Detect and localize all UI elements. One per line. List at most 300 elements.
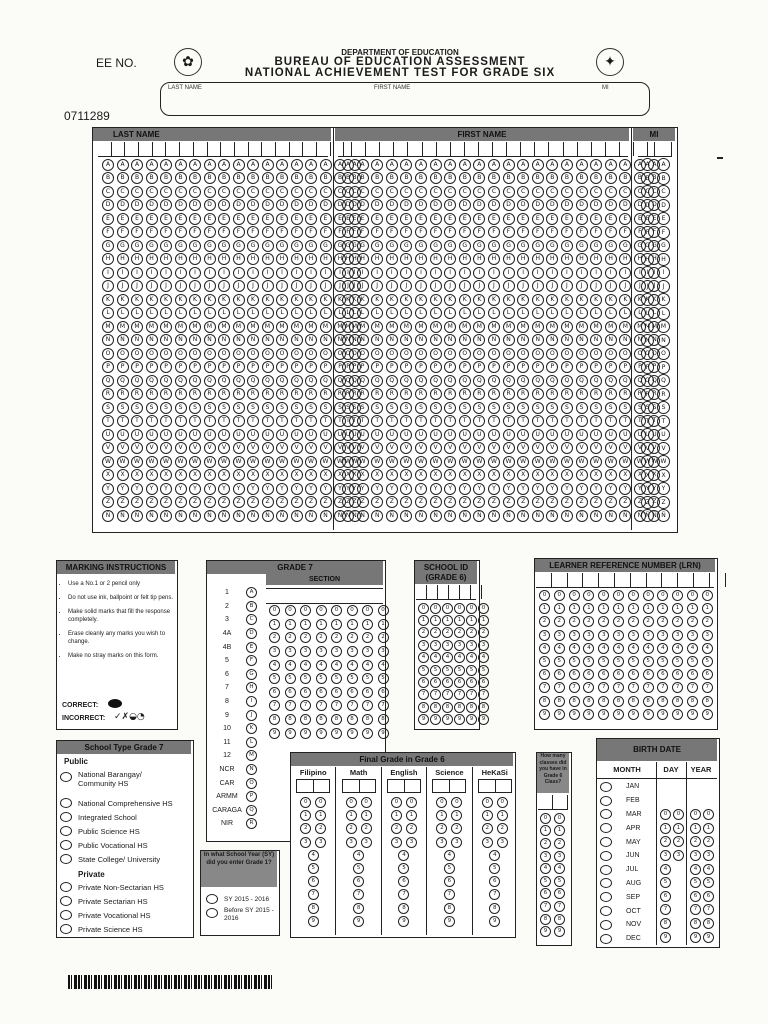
answer-bubble[interactable]: U (641, 428, 654, 441)
answer-bubble[interactable]: Y (189, 483, 201, 495)
grade7-row[interactable] (208, 681, 266, 695)
answer-bubble[interactable]: M (657, 320, 670, 333)
answer-bubble[interactable]: M (517, 321, 529, 333)
answer-bubble[interactable]: I (320, 267, 332, 279)
answer-bubble[interactable]: W (488, 456, 500, 468)
answer-bubble[interactable]: N (305, 334, 317, 346)
answer-bubble[interactable]: H (305, 253, 317, 265)
answer-bubble[interactable]: N (357, 334, 369, 346)
answer-bubble[interactable]: I (276, 267, 288, 279)
digit-bubble[interactable]: 8 (308, 903, 319, 914)
answer-bubble[interactable]: E (415, 213, 427, 225)
answer-bubble[interactable]: X (320, 469, 332, 481)
answer-bubble[interactable]: U (247, 429, 259, 441)
month-bubble[interactable] (600, 782, 612, 792)
digit-bubble[interactable]: 2 (643, 616, 654, 627)
digit-bubble[interactable]: 7 (362, 700, 373, 711)
answer-bubble[interactable]: M (131, 321, 143, 333)
answer-bubble[interactable]: L (657, 307, 670, 320)
answer-bubble[interactable]: Y (561, 483, 573, 495)
answer-bubble[interactable]: A (517, 159, 529, 171)
answer-bubble[interactable]: U (648, 429, 660, 441)
answer-bubble[interactable]: F (459, 226, 471, 238)
answer-bubble[interactable]: L (334, 307, 346, 319)
answer-bubble[interactable]: Ñ (634, 510, 646, 522)
answer-bubble[interactable]: K (262, 294, 274, 306)
digit-bubble[interactable]: 3 (687, 630, 698, 641)
answer-bubble[interactable]: P (233, 361, 245, 373)
digit-bubble[interactable]: 3 (430, 640, 441, 651)
answer-bubble[interactable]: W (473, 456, 485, 468)
digit-bubble[interactable]: 9 (554, 709, 565, 720)
answer-bubble[interactable]: B (605, 172, 617, 184)
digit-bubble[interactable]: 4 (687, 643, 698, 654)
answer-bubble[interactable]: K (291, 294, 303, 306)
answer-bubble[interactable]: X (342, 469, 354, 481)
answer-bubble[interactable]: E (291, 213, 303, 225)
answer-bubble[interactable]: P (488, 361, 500, 373)
digit-bubble[interactable]: 4 (554, 643, 565, 654)
digit-bubble[interactable]: 8 (539, 696, 550, 707)
write-box[interactable] (583, 573, 599, 587)
digit-bubble[interactable]: 7 (430, 689, 441, 700)
answer-bubble[interactable]: W (605, 456, 617, 468)
digit-bubble[interactable]: 5 (444, 863, 455, 874)
answer-bubble[interactable]: H (517, 253, 529, 265)
answer-bubble[interactable]: O (262, 348, 274, 360)
answer-bubble[interactable]: L (305, 307, 317, 319)
answer-bubble[interactable]: W (657, 455, 670, 468)
answer-bubble[interactable]: H (291, 253, 303, 265)
answer-bubble[interactable]: T (590, 415, 602, 427)
answer-bubble[interactable]: J (532, 280, 544, 292)
month-bubble[interactable] (600, 837, 612, 847)
answer-bubble[interactable]: P (657, 361, 670, 374)
answer-bubble[interactable]: I (532, 267, 544, 279)
digit-bubble[interactable]: 6 (672, 669, 683, 680)
answer-bubble[interactable]: I (546, 267, 558, 279)
answer-bubble[interactable]: Y (218, 483, 230, 495)
answer-bubble[interactable]: U (473, 429, 485, 441)
write-box[interactable] (139, 142, 153, 156)
answer-bubble[interactable]: R (648, 388, 660, 400)
digit-bubble[interactable]: 0 (673, 809, 684, 820)
digit-bubble[interactable]: 3 (466, 640, 477, 651)
digit-bubble[interactable]: 8 (598, 696, 609, 707)
answer-bubble[interactable]: J (175, 280, 187, 292)
digit-bubble[interactable]: 4 (554, 863, 565, 874)
grade7-region-bubble[interactable]: R (246, 818, 257, 829)
answer-bubble[interactable]: A (342, 159, 354, 171)
digit-bubble[interactable]: 7 (690, 904, 701, 915)
digit-bubble[interactable]: 3 (702, 630, 713, 641)
answer-bubble[interactable]: Z (546, 496, 558, 508)
answer-bubble[interactable]: F (160, 226, 172, 238)
answer-bubble[interactable]: N (102, 334, 114, 346)
answer-bubble[interactable]: X (305, 469, 317, 481)
grade7-region-bubble[interactable]: F (246, 655, 257, 666)
answer-bubble[interactable]: S (415, 402, 427, 414)
write-box[interactable] (638, 142, 655, 156)
answer-bubble[interactable]: Z (488, 496, 500, 508)
answer-bubble[interactable]: V (291, 442, 303, 454)
answer-bubble[interactable]: G (247, 240, 259, 252)
answer-bubble[interactable]: Ñ (648, 510, 660, 522)
answer-bubble[interactable]: C (276, 186, 288, 198)
answer-bubble[interactable]: Z (357, 496, 369, 508)
digit-bubble[interactable]: 2 (316, 632, 327, 643)
answer-bubble[interactable]: E (160, 213, 172, 225)
answer-bubble[interactable]: W (218, 456, 230, 468)
answer-bubble[interactable]: R (131, 388, 143, 400)
answer-bubble[interactable]: D (590, 199, 602, 211)
answer-bubble[interactable]: I (648, 267, 660, 279)
digit-bubble[interactable]: 9 (430, 714, 441, 725)
answer-bubble[interactable]: I (371, 267, 383, 279)
answer-bubble[interactable]: H (146, 253, 158, 265)
write-box[interactable] (710, 573, 726, 587)
answer-bubble[interactable]: F (175, 226, 187, 238)
answer-bubble[interactable]: H (444, 253, 456, 265)
answer-bubble[interactable]: U (189, 429, 201, 441)
write-box[interactable] (662, 573, 678, 587)
write-box[interactable] (678, 573, 694, 587)
answer-bubble[interactable]: A (473, 159, 485, 171)
answer-bubble[interactable]: I (102, 267, 114, 279)
digit-bubble[interactable]: 0 (451, 797, 462, 808)
answer-bubble[interactable]: N (473, 334, 485, 346)
digit-bubble[interactable]: 5 (430, 665, 441, 676)
write-box[interactable] (262, 142, 276, 156)
answer-bubble[interactable]: G (160, 240, 172, 252)
answer-bubble[interactable]: Y (503, 483, 515, 495)
answer-bubble[interactable]: M (532, 321, 544, 333)
answer-bubble[interactable]: I (262, 267, 274, 279)
answer-bubble[interactable]: R (605, 388, 617, 400)
answer-bubble[interactable]: Ñ (532, 510, 544, 522)
answer-bubble[interactable]: Z (415, 496, 427, 508)
digit-bubble[interactable]: 1 (451, 810, 462, 821)
answer-bubble[interactable]: F (189, 226, 201, 238)
digit-bubble[interactable]: 1 (331, 619, 342, 630)
digit-bubble[interactable]: 8 (690, 918, 701, 929)
answer-bubble[interactable]: N (276, 334, 288, 346)
answer-bubble[interactable]: U (561, 429, 573, 441)
digit-bubble[interactable]: 5 (362, 673, 373, 684)
answer-bubble[interactable]: T (561, 415, 573, 427)
digit-bubble[interactable]: 2 (702, 616, 713, 627)
digit-bubble[interactable]: 7 (269, 700, 280, 711)
answer-bubble[interactable]: U (415, 429, 427, 441)
answer-bubble[interactable]: I (175, 267, 187, 279)
answer-bubble[interactable]: E (262, 213, 274, 225)
answer-bubble[interactable]: J (357, 280, 369, 292)
write-box[interactable] (606, 142, 620, 156)
first-name-write-boxes[interactable] (338, 142, 628, 157)
answer-bubble[interactable]: Ñ (334, 510, 346, 522)
digit-bubble[interactable]: 0 (315, 797, 326, 808)
answer-bubble[interactable]: Z (233, 496, 245, 508)
answer-bubble[interactable]: F (276, 226, 288, 238)
answer-bubble[interactable]: A (102, 159, 114, 171)
answer-bubble[interactable]: R (233, 388, 245, 400)
answer-bubble[interactable]: W (117, 456, 129, 468)
answer-bubble[interactable]: K (400, 294, 412, 306)
answer-bubble[interactable]: M (334, 321, 346, 333)
answer-bubble[interactable]: U (342, 429, 354, 441)
answer-bubble[interactable]: P (561, 361, 573, 373)
answer-bubble[interactable]: M (386, 321, 398, 333)
answer-bubble[interactable]: M (415, 321, 427, 333)
answer-bubble[interactable]: U (444, 429, 456, 441)
answer-bubble[interactable]: G (532, 240, 544, 252)
digit-bubble[interactable]: 5 (554, 876, 565, 887)
answer-bubble[interactable]: B (305, 172, 317, 184)
answer-bubble[interactable]: R (175, 388, 187, 400)
digit-bubble[interactable]: 8 (554, 696, 565, 707)
answer-bubble[interactable]: Z (117, 496, 129, 508)
answer-bubble[interactable]: P (590, 361, 602, 373)
answer-bubble[interactable]: V (386, 442, 398, 454)
answer-bubble[interactable]: O (444, 348, 456, 360)
grade7-row[interactable] (208, 804, 266, 818)
digit-bubble[interactable]: 2 (672, 616, 683, 627)
answer-bubble[interactable]: D (503, 199, 515, 211)
answer-bubble[interactable]: T (247, 415, 259, 427)
answer-bubble[interactable]: E (503, 213, 515, 225)
digit-bubble[interactable]: 4 (489, 850, 500, 861)
digit-bubble[interactable]: 6 (454, 677, 465, 688)
grade7-region-bubble[interactable]: K (246, 723, 257, 734)
write-box[interactable] (631, 573, 647, 587)
answer-bubble[interactable]: Z (532, 496, 544, 508)
answer-bubble[interactable]: C (102, 186, 114, 198)
answer-bubble[interactable]: H (561, 253, 573, 265)
digit-bubble[interactable]: 4 (442, 652, 453, 663)
digit-bubble[interactable]: 1 (406, 810, 417, 821)
answer-bubble[interactable]: H (641, 253, 654, 266)
answer-bubble[interactable]: J (117, 280, 129, 292)
answer-bubble[interactable]: O (233, 348, 245, 360)
answer-bubble[interactable]: T (488, 415, 500, 427)
answer-bubble[interactable]: B (102, 172, 114, 184)
answer-bubble[interactable]: D (415, 199, 427, 211)
answer-bubble[interactable]: K (444, 294, 456, 306)
digit-bubble[interactable]: 2 (482, 823, 493, 834)
digit-bubble[interactable]: 9 (554, 926, 565, 937)
answer-bubble[interactable]: U (276, 429, 288, 441)
digit-bubble[interactable]: 4 (613, 643, 624, 654)
digit-bubble[interactable]: 7 (316, 700, 327, 711)
answer-bubble[interactable]: S (430, 402, 442, 414)
digit-bubble[interactable]: 8 (362, 714, 373, 725)
digit-bubble[interactable]: 1 (482, 810, 493, 821)
answer-bubble[interactable]: G (415, 240, 427, 252)
answer-bubble[interactable]: Y (131, 483, 143, 495)
digit-bubble[interactable]: 6 (362, 687, 373, 698)
digit-bubble[interactable]: 1 (673, 823, 684, 834)
answer-bubble[interactable]: Q (160, 375, 172, 387)
answer-bubble[interactable]: U (305, 429, 317, 441)
answer-bubble[interactable]: L (357, 307, 369, 319)
digit-bubble[interactable]: 1 (687, 603, 698, 614)
answer-bubble[interactable]: X (189, 469, 201, 481)
answer-bubble[interactable]: O (561, 348, 573, 360)
answer-bubble[interactable]: C (590, 186, 602, 198)
answer-bubble[interactable]: M (459, 321, 471, 333)
answer-bubble[interactable]: O (386, 348, 398, 360)
answer-bubble[interactable]: P (371, 361, 383, 373)
answer-bubble[interactable]: P (342, 361, 354, 373)
digit-bubble[interactable]: 6 (554, 669, 565, 680)
answer-bubble[interactable]: Ñ (291, 510, 303, 522)
answer-bubble[interactable]: B (576, 172, 588, 184)
school-type-option[interactable]: National Barangay/ Community HS (60, 770, 173, 790)
answer-bubble[interactable]: Ñ (517, 510, 529, 522)
digit-bubble[interactable]: 3 (554, 630, 565, 641)
answer-bubble[interactable]: D (357, 199, 369, 211)
answer-bubble[interactable]: R (334, 388, 346, 400)
answer-bubble[interactable]: N (430, 334, 442, 346)
answer-bubble[interactable]: F (371, 226, 383, 238)
answer-bubble[interactable]: Ñ (146, 510, 158, 522)
digit-bubble[interactable]: 1 (657, 603, 668, 614)
digit-bubble[interactable]: 6 (702, 669, 713, 680)
answer-bubble[interactable]: E (590, 213, 602, 225)
answer-bubble[interactable]: Y (459, 483, 471, 495)
digit-bubble[interactable]: 1 (442, 615, 453, 626)
digit-bubble[interactable]: 8 (643, 696, 654, 707)
digit-bubble[interactable]: 4 (430, 652, 441, 663)
answer-bubble[interactable]: E (342, 213, 354, 225)
digit-bubble[interactable]: 7 (583, 682, 594, 693)
answer-bubble[interactable]: Q (386, 375, 398, 387)
answer-bubble[interactable]: R (342, 388, 354, 400)
answer-bubble[interactable]: J (386, 280, 398, 292)
answer-bubble[interactable]: P (415, 361, 427, 373)
answer-bubble[interactable]: G (349, 240, 361, 252)
answer-bubble[interactable]: F (657, 226, 670, 239)
digit-bubble[interactable]: 8 (702, 696, 713, 707)
answer-bubble[interactable]: L (371, 307, 383, 319)
answer-bubble[interactable]: Q (576, 375, 588, 387)
digit-bubble[interactable]: 0 (598, 590, 609, 601)
digit-bubble[interactable]: 1 (540, 825, 551, 836)
answer-bubble[interactable]: A (590, 159, 602, 171)
answer-bubble[interactable]: U (488, 429, 500, 441)
answer-bubble[interactable]: Ñ (641, 509, 654, 522)
answer-bubble[interactable]: I (334, 267, 346, 279)
answer-bubble[interactable]: X (276, 469, 288, 481)
answer-bubble[interactable]: V (342, 442, 354, 454)
digit-bubble[interactable]: 0 (378, 605, 389, 616)
answer-bubble[interactable]: C (189, 186, 201, 198)
answer-bubble[interactable]: G (262, 240, 274, 252)
answer-bubble[interactable]: N (532, 334, 544, 346)
digit-bubble[interactable]: 4 (454, 652, 465, 663)
subject-write-boxes[interactable] (432, 779, 466, 793)
answer-bubble[interactable]: D (648, 199, 660, 211)
answer-bubble[interactable]: B (473, 172, 485, 184)
answer-bubble[interactable]: N (334, 334, 346, 346)
answer-bubble[interactable]: O (488, 348, 500, 360)
answer-bubble[interactable]: T (371, 415, 383, 427)
answer-bubble[interactable]: A (488, 159, 500, 171)
answer-bubble[interactable]: H (160, 253, 172, 265)
write-box[interactable] (303, 142, 317, 156)
answer-bubble[interactable]: M (175, 321, 187, 333)
answer-bubble[interactable]: Ñ (247, 510, 259, 522)
answer-bubble[interactable]: Y (334, 483, 346, 495)
digit-bubble[interactable]: 6 (687, 669, 698, 680)
answer-bubble[interactable]: P (160, 361, 172, 373)
answer-bubble[interactable]: O (430, 348, 442, 360)
answer-bubble[interactable]: Ñ (444, 510, 456, 522)
digit-bubble[interactable]: 6 (442, 677, 453, 688)
answer-bubble[interactable]: R (532, 388, 544, 400)
answer-bubble[interactable]: U (117, 429, 129, 441)
answer-bubble[interactable]: C (131, 186, 143, 198)
answer-bubble[interactable]: B (634, 172, 646, 184)
answer-bubble[interactable]: W (276, 456, 288, 468)
answer-bubble[interactable]: Z (334, 496, 346, 508)
digit-bubble[interactable]: 6 (569, 669, 580, 680)
answer-bubble[interactable]: S (590, 402, 602, 414)
digit-bubble[interactable]: 0 (430, 603, 441, 614)
write-box[interactable] (317, 142, 331, 156)
answer-bubble[interactable]: U (532, 429, 544, 441)
answer-bubble[interactable]: Z (634, 496, 646, 508)
answer-bubble[interactable]: O (305, 348, 317, 360)
digit-bubble[interactable]: 5 (703, 877, 714, 888)
digit-bubble[interactable]: 9 (628, 709, 639, 720)
answer-bubble[interactable]: Q (291, 375, 303, 387)
answer-bubble[interactable]: J (657, 280, 670, 293)
answer-bubble[interactable]: X (247, 469, 259, 481)
answer-bubble[interactable]: A (349, 159, 361, 171)
digit-bubble[interactable]: 7 (418, 689, 429, 700)
digit-bubble[interactable]: 9 (347, 728, 358, 739)
answer-bubble[interactable]: G (386, 240, 398, 252)
answer-bubble[interactable]: A (276, 159, 288, 171)
answer-bubble[interactable]: H (320, 253, 332, 265)
answer-bubble[interactable]: T (276, 415, 288, 427)
answer-bubble[interactable]: N (247, 334, 259, 346)
write-box[interactable] (208, 142, 222, 156)
answer-bubble[interactable]: A (371, 159, 383, 171)
answer-bubble[interactable]: C (657, 185, 670, 198)
answer-bubble[interactable]: Z (657, 496, 670, 509)
digit-bubble[interactable]: 7 (613, 682, 624, 693)
answer-bubble[interactable]: U (619, 429, 631, 441)
digit-bubble[interactable]: 8 (398, 903, 409, 914)
answer-bubble[interactable]: H (415, 253, 427, 265)
answer-bubble[interactable]: S (262, 402, 274, 414)
answer-bubble[interactable]: G (619, 240, 631, 252)
answer-bubble[interactable]: F (546, 226, 558, 238)
digit-bubble[interactable]: 4 (466, 652, 477, 663)
answer-bubble[interactable]: U (349, 429, 361, 441)
digit-bubble[interactable]: 2 (285, 632, 296, 643)
answer-bubble[interactable]: X (175, 469, 187, 481)
birth-month-option[interactable] (600, 932, 642, 946)
answer-bubble[interactable]: F (357, 226, 369, 238)
answer-bubble[interactable]: O (175, 348, 187, 360)
digit-bubble[interactable]: 2 (454, 627, 465, 638)
answer-bubble[interactable]: A (657, 158, 670, 171)
answer-bubble[interactable]: Y (415, 483, 427, 495)
answer-bubble[interactable]: N (175, 334, 187, 346)
